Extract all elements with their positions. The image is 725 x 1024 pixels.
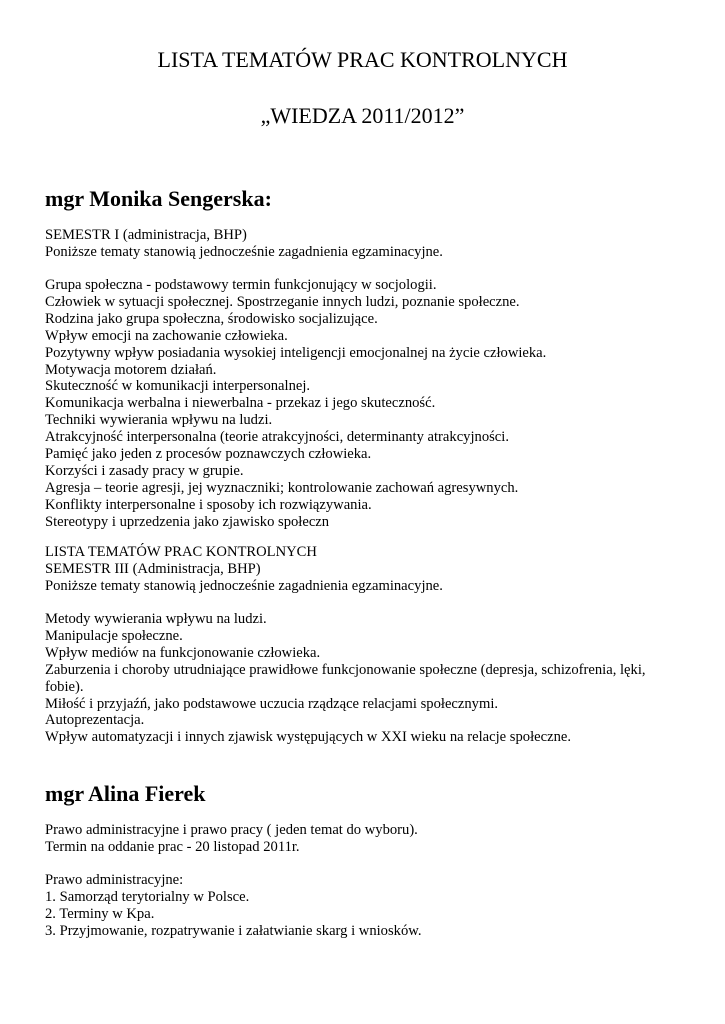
list-item: Agresja – teorie agresji, jej wyznaczniki; kontrolowanie zachowań agresywnych.: [45, 479, 519, 496]
semester-label: SEMESTR I (administracja, BHP): [45, 227, 247, 243]
list-item: 2. Terminy w Kpa.: [45, 905, 155, 922]
semester-note: Poniższe tematy stanowią jednocześnie zagadnienia egzaminacyjne.: [45, 243, 443, 260]
deadline-text: Termin na oddanie prac - 20 listopad 2011r.: [45, 838, 300, 855]
semester-note: Poniższe tematy stanowią jednocześnie zagadnienia egzaminacyjne.: [45, 577, 443, 594]
subheading: Prawo administracyjne:: [45, 872, 184, 888]
list-item: Komunikacja werbalna i niewerbalna - przekaz i jego skuteczność.: [45, 395, 436, 412]
list-item: Manipulacje społeczne.: [45, 627, 183, 644]
list-title: LISTA TEMATÓW PRAC KONTROLNYCH: [45, 544, 317, 560]
semester1-info: [45, 227, 685, 261]
list-item: Zaburzenia i choroby utrudniające prawidłowe funkcjonowanie społeczne (depresja, schizofrenia, lęki, fobie).: [45, 661, 646, 695]
list-item: Pamięć jako jeden z procesów poznawczych człowieka.: [45, 446, 372, 463]
fierek-topic-list: [45, 872, 685, 940]
list-item: Stereotypy i uprzedzenia jako zjawisko społeczn: [45, 513, 330, 530]
page-subtitle: „WIEDZA 2011/2012”: [260, 103, 465, 128]
semester3-info: [45, 544, 685, 595]
semester1-topic-list: [45, 277, 685, 531]
list-item: 1. Samorząd terytorialny w Polsce.: [45, 888, 250, 905]
list-item: Skuteczność w komunikacji interpersonalnej.: [45, 378, 311, 395]
list-item: 3. Przyjmowanie, rozpatrywanie i załatwianie skarg i wniosków.: [45, 922, 422, 939]
list-item: Motywacja motorem działań.: [45, 361, 217, 378]
list-item: Człowiek w sytuacji społecznej. Spostrzeganie innych ludzi, poznanie społeczne.: [45, 293, 520, 310]
list-item: Korzyści i zasady pracy w grupie.: [45, 462, 244, 479]
list-item: Grupa społeczna - podstawowy termin funkcjonujący w socjologii.: [45, 277, 437, 293]
list-item: Autoprezentacja.: [45, 712, 145, 729]
list-item: Atrakcyjność interpersonalna (teorie atrakcyjności, determinanty atrakcyjności.: [45, 429, 509, 446]
semester-label: SEMESTR III (Administracja, BHP): [45, 560, 261, 577]
list-item: Konflikty interpersonalne i sposoby ich rozwiązywania.: [45, 496, 372, 513]
list-item: Wpływ mediów na funkcjonowanie człowieka.: [45, 644, 321, 661]
list-item: Wpływ emocji na zachowanie człowieka.: [45, 327, 288, 344]
list-item: Metody wywierania wpływu na ludzi.: [45, 611, 267, 627]
list-item: Techniki wywierania wpływu na ludzi.: [45, 412, 273, 429]
section-heading-sengerska: mgr Monika Sengerska:: [45, 186, 272, 211]
section-heading-fierek: mgr Alina Fierek: [45, 781, 206, 806]
list-item: Rodzina jako grupa społeczna, środowisko socjalizujące.: [45, 310, 378, 327]
semester3-topic-list: [45, 611, 685, 746]
fierek-info: [45, 822, 685, 856]
list-item: Wpływ automatyzacji i innych zjawisk występujących w XXI wieku na relacje społeczne.: [45, 729, 571, 746]
intro-text: Prawo administracyjne i prawo pracy ( jeden temat do wyboru).: [45, 822, 418, 838]
list-item: Miłość i przyjaźń, jako podstawowe uczucia rządzące relacjami społecznymi.: [45, 695, 499, 712]
list-item: Pozytywny wpływ posiadania wysokiej inteligencji emocjonalnej na życie człowieka.: [45, 344, 547, 361]
page-title: LISTA TEMATÓW PRAC KONTROLNYCH: [157, 47, 568, 72]
